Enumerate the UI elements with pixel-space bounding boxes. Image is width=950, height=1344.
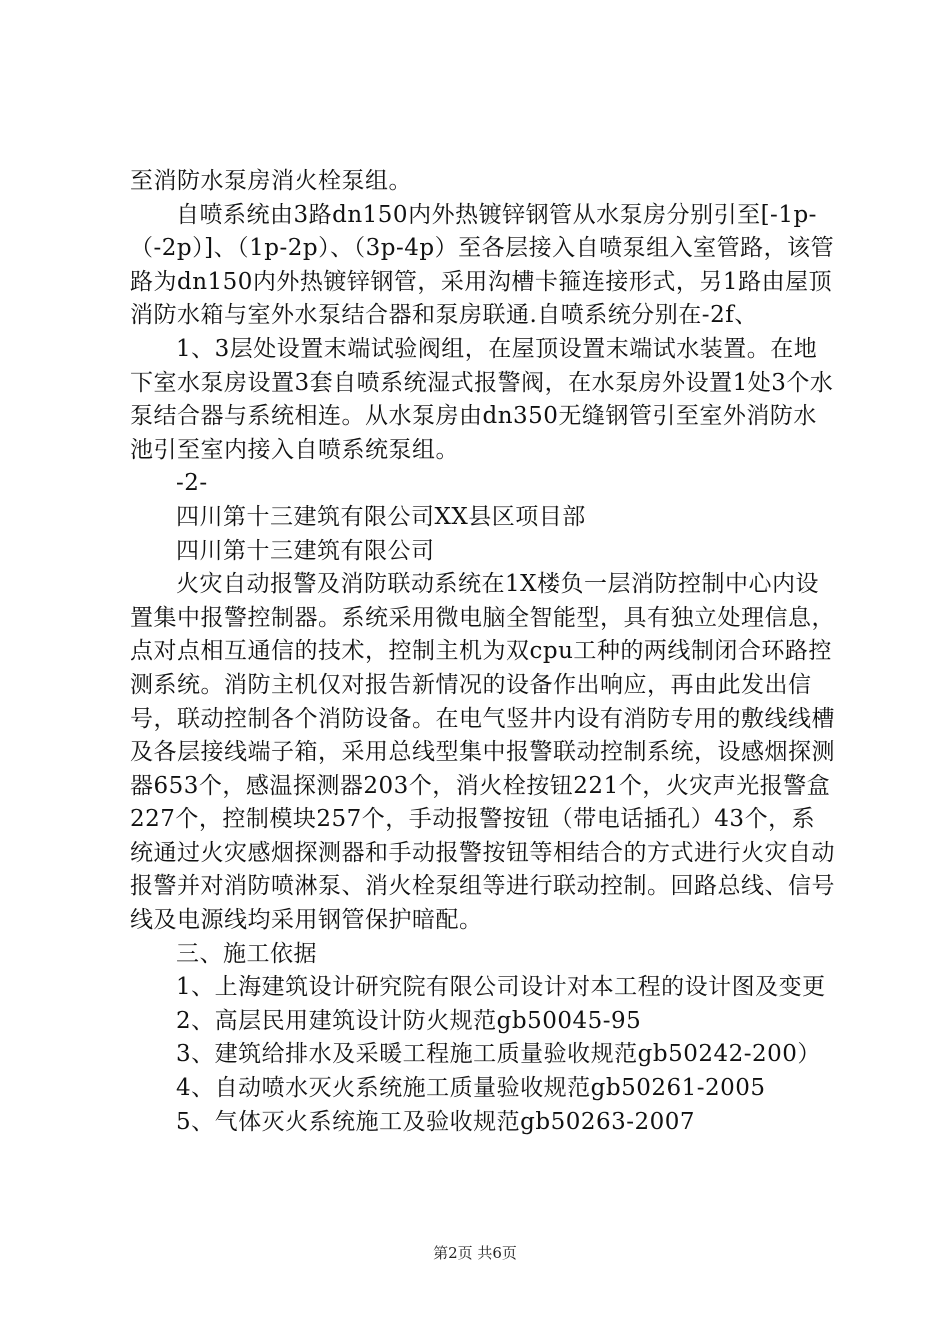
document-body: [130, 165, 835, 1139]
page-marker: -2-: [176, 470, 208, 497]
page-number-label: 第2页 共6页: [433, 1244, 517, 1262]
list-item: 5、气体灭火系统施工及验收规范gb50263-2007: [176, 1108, 696, 1135]
list-item: 1、上海建筑设计研究院有限公司设计对本工程的设计图及变更: [176, 974, 826, 1001]
page-footer: [0, 1242, 950, 1263]
company-line: 四川第十三建筑有限公司XX县区项目部: [176, 503, 586, 530]
list-item: 2、高层民用建筑设计防火规范gb50045-95: [176, 1007, 642, 1034]
list-item: 3、建筑给排水及采暖工程施工质量验收规范gb50242-200）: [176, 1041, 821, 1068]
paragraph: 至消防水泵房消火栓泵组。: [130, 168, 412, 194]
company-line: 四川第十三建筑有限公司: [176, 537, 435, 564]
paragraph: 自喷系统由3路dn150内外热镀锌钢管从水泵房分别引至[-1p-（-2p）]、（1p-2p）、（3p-4p）至各层接入自喷泵组入室管路，该管路为dn150内外热镀锌钢管，采用沟槽卡箍连接形式，另1路由屋顶消防水箱与室外水泵结合器和泵房联通.自喷系统分别在-2f、: [130, 201, 835, 329]
list-item: 4、自动喷水灭火系统施工质量验收规范gb50261-2005: [176, 1075, 766, 1102]
section-heading: 三、施工依据: [176, 940, 317, 967]
paragraph: 火灾自动报警及消防联动系统在1X楼负一层消防控制中心内设置集中报警控制器。系统采用微电脑全智能型，具有独立处理信息，点对点相互通信的技术，控制主机为双cpu工种的两线制闭合环路控测系统。消防主机仅对报告新情况的设备作出响应，再由此发出信号，联动控制各个消防设备。在电气竖井内设有消防专用的敷线线槽及各层接线端子箱，采用总线型集中报警联动控制系统，设感烟探测器653个，感温探测器203个，消火栓按钮221个，火灾声光报警盒227个，控制模块257个，手动报警按钮（带电话插孔）43个，系统通过火灾感烟探测器和手动报警按钮等相结合的方式进行火灾自动报警并对消防喷淋泵、消火栓泵组等进行联动控制。回路总线、信号线及电源线均采用钢管保护暗配。: [130, 571, 835, 934]
paragraph: 1、3层处设置末端试验阀组，在屋顶设置末端试水装置。在地下室水泵房设置3套自喷系统湿式报警阀，在水泵房外设置1处3个水泵结合器与系统相连。从水泵房由dn350无缝钢管引至室外消防水池引至室内接入自喷系统泵组。: [130, 335, 834, 463]
